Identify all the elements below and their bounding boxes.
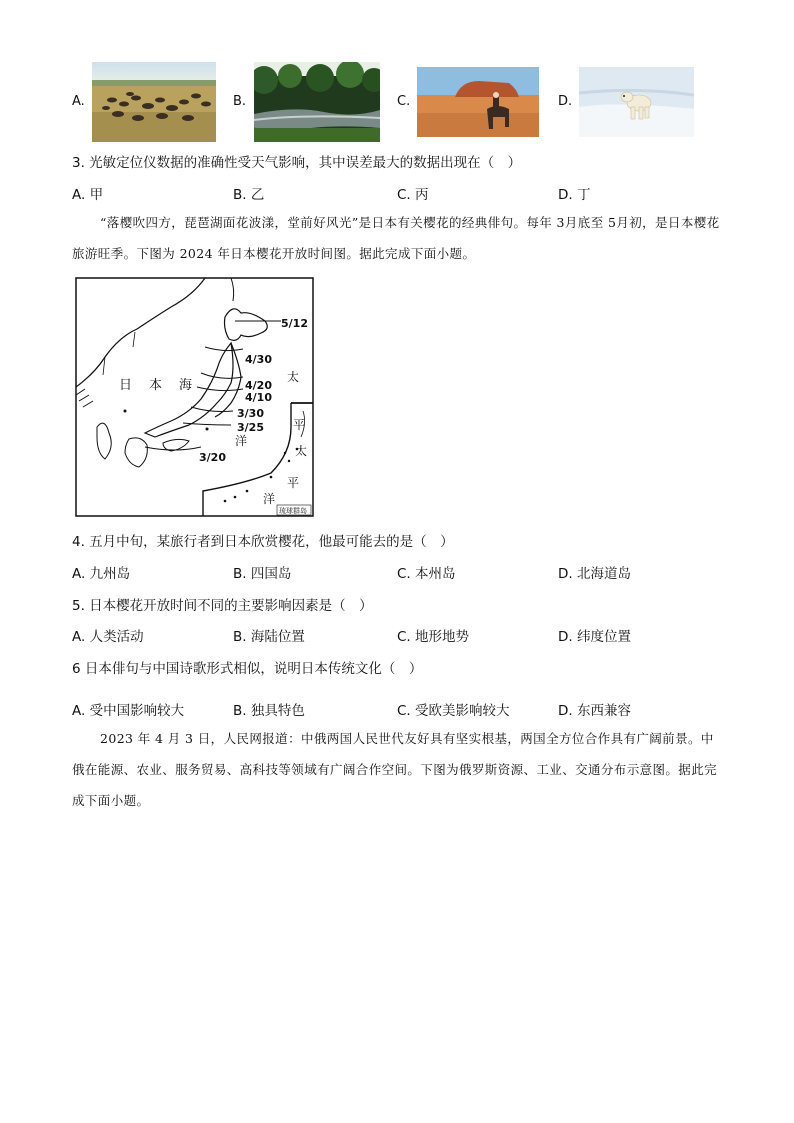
ocean-label-ping: 平 [293, 418, 306, 432]
date-label-3-30: 3/30 [237, 407, 264, 420]
ocean-label-tai: 太 [287, 370, 300, 384]
q5-choice-d[interactable]: D. 纬度位置 [558, 629, 631, 645]
question-5: 5. 日本樱花开放时间不同的主要影响因素是（ ） [72, 598, 373, 614]
option-d-label: D. [558, 94, 573, 109]
q5-choice-a[interactable]: A. 人类活动 [72, 629, 144, 645]
sea-label-ri: 日 [119, 378, 133, 393]
ocean2-label-ping: 平 [287, 476, 300, 490]
date-label-4-20: 4/20 [245, 379, 272, 392]
q3-choice-c[interactable]: C. 丙 [397, 187, 429, 203]
option-c-label: C. [397, 94, 411, 109]
date-label-4-30: 4/30 [245, 353, 272, 366]
option-a-label: A. [72, 94, 85, 109]
date-label-5-12: 5/12 [281, 317, 308, 330]
desert-photo [417, 67, 539, 137]
rainforest-photo [254, 62, 380, 142]
q5-choice-b[interactable]: B. 海陆位置 [233, 629, 305, 645]
q5-choice-c[interactable]: C. 地形地势 [397, 629, 470, 645]
q3-choice-d[interactable]: D. 丁 [558, 187, 591, 203]
question-4: 4. 五月中旬，某旅行者到日本欣赏樱花，他最可能去的是（ ） [72, 534, 454, 550]
q3-choice-b[interactable]: B. 乙 [233, 187, 265, 203]
question-6: 6 日本俳句与中国诗歌形式相似，说明日本传统文化（ ） [72, 661, 423, 677]
q6-choice-c[interactable]: C. 受欧美影响较大 [397, 703, 510, 719]
ocean-label-yang: 洋 [235, 434, 248, 448]
q6-choice-a[interactable]: A. 受中国影响较大 [72, 703, 185, 719]
q6-choice-d[interactable]: D. 东西兼容 [558, 703, 631, 719]
q4-choice-b[interactable]: B. 四国岛 [233, 566, 292, 582]
inset-caption: 琉球群岛 [279, 507, 307, 515]
polar-bear-photo [579, 67, 694, 137]
date-label-3-20: 3/20 [199, 451, 226, 464]
savanna-photo [92, 62, 216, 142]
passage-sakura: “落樱吹四方，琵琶湖面花波漾，堂前好风光”是日本有关樱花的经典俳句。每年 3月底至 5月初，是日本樱花旅游旺季。下图为 2024 年日本樱花开放时间图。据此完成下面小题。 [72, 215, 720, 261]
q6-choice-b[interactable]: B. 独具特色 [233, 703, 305, 719]
option-b-label: B. [233, 94, 247, 109]
q4-choice-c[interactable]: C. 本州岛 [397, 566, 456, 582]
date-label-3-25: 3/25 [237, 421, 264, 434]
q4-choice-d[interactable]: D. 北海道岛 [558, 566, 631, 582]
date-label-4-10: 4/10 [245, 391, 272, 404]
ocean2-label-yang: 洋 [263, 492, 276, 506]
sea-label-ben: 本 [149, 378, 163, 393]
question-3: 3. 光敏定位仪数据的准确性受天气影响，其中误差最大的数据出现在（ ） [72, 155, 522, 171]
ocean2-label-tai: 太 [295, 444, 308, 458]
japan-sakura-map [75, 277, 314, 517]
q3-choice-a[interactable]: A. 甲 [72, 187, 104, 203]
q4-choice-a[interactable]: A. 九州岛 [72, 566, 131, 582]
passage-russia: 2023 年 4 月 3 日，人民网报道：中俄两国人民世代友好具有坚实根基，两国全方位合作具有广阔前景。中俄在能源、农业、服务贸易、高科技等领域有广阔合作空间。下图为俄罗斯资源、工业、交通分布示意图。据此完成下面小题。 [72, 731, 718, 808]
sea-label-hai: 海 [179, 378, 193, 393]
